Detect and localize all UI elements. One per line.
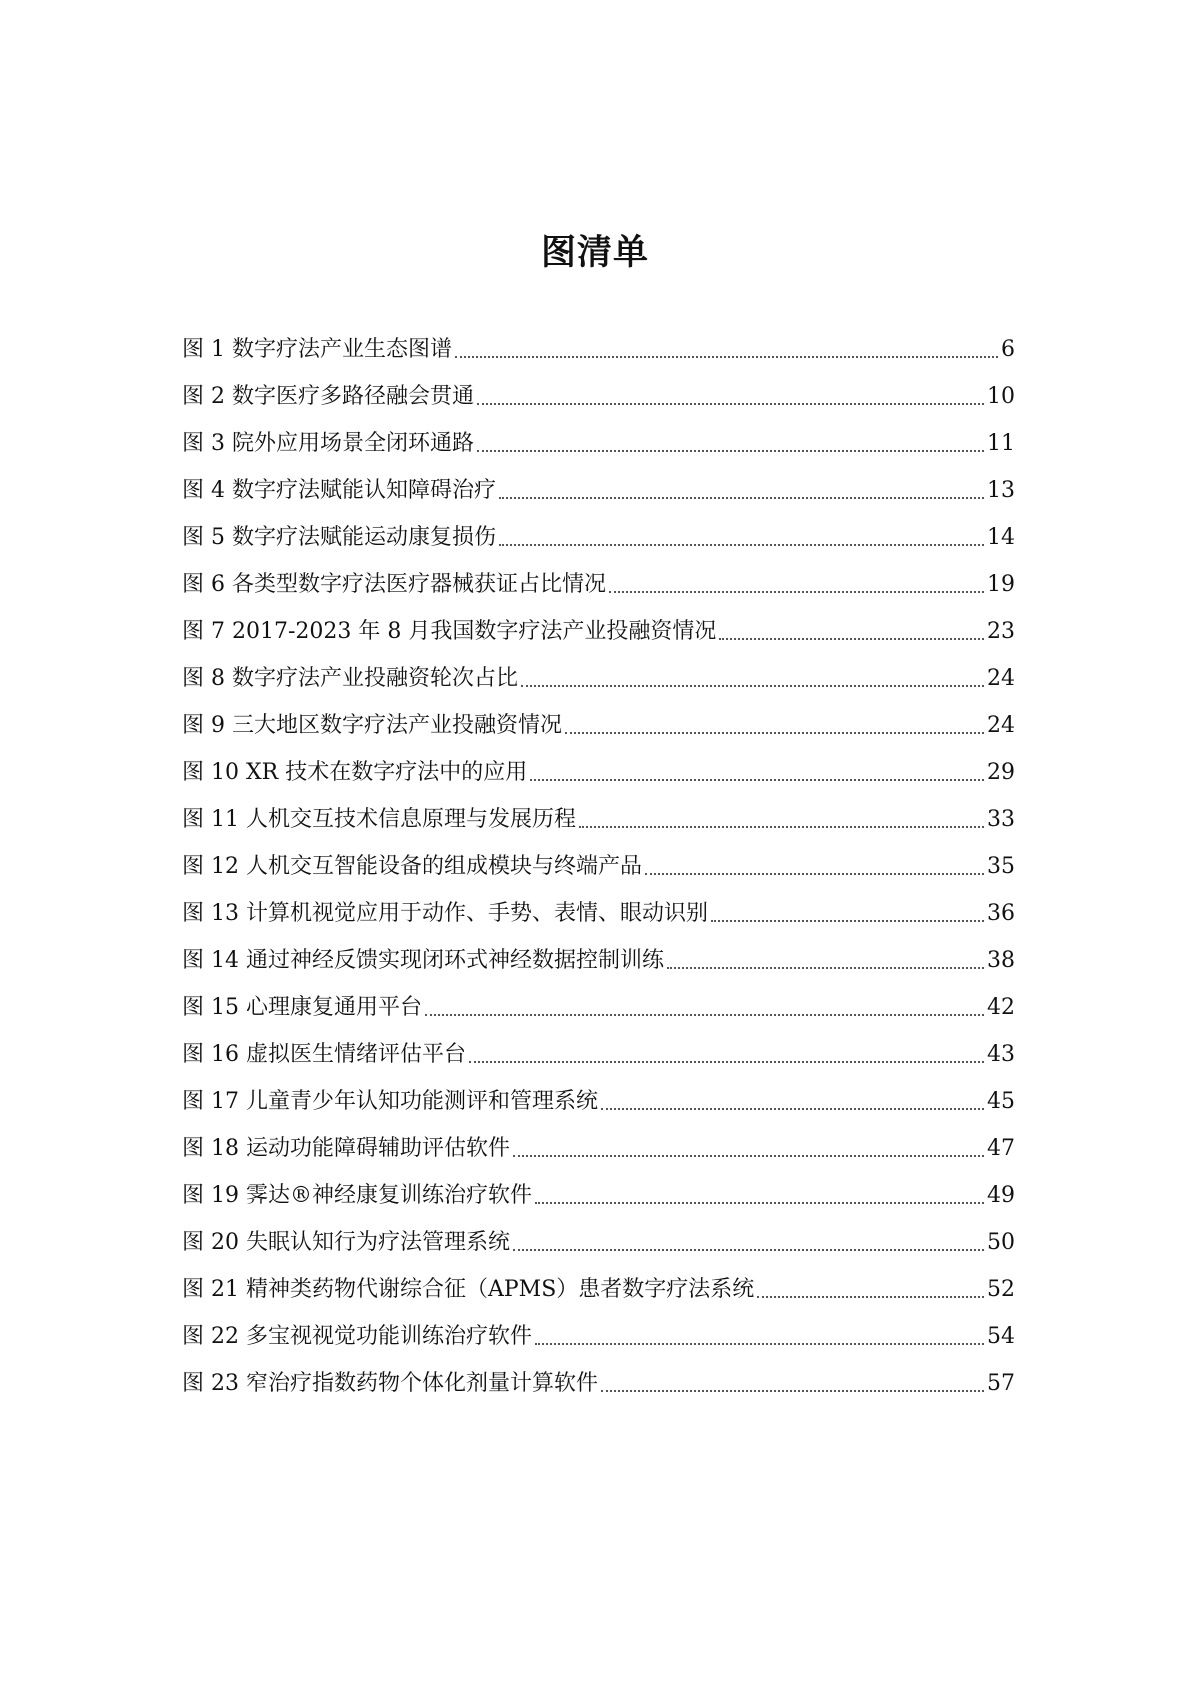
page-number: 23 [987,619,1015,644]
figure-caption: 图 8 数字疗法产业投融资轮次占比 [182,666,518,691]
figure-caption: 图 4 数字疗法赋能认知障碍治疗 [182,478,496,503]
dot-leader [477,403,984,405]
dot-leader [499,544,984,546]
dot-leader [535,1343,984,1345]
figure-list-entry[interactable] [182,1211,1015,1258]
figure-list-entry[interactable] [182,882,1015,929]
figure-caption: 图 20 失眠认知行为疗法管理系统 [182,1230,510,1255]
figure-caption: 图 10 XR 技术在数字疗法中的应用 [182,760,528,785]
dot-leader [565,732,984,734]
dot-leader [477,450,984,452]
figure-list [182,318,1015,1399]
figure-caption: 图 16 虚拟医生情绪评估平台 [182,1042,466,1067]
dot-leader [535,1202,984,1204]
page-number: 11 [987,431,1015,456]
page-number: 49 [987,1183,1015,1208]
figure-list-entry[interactable] [182,835,1015,882]
figure-list-entry[interactable] [182,929,1015,976]
page-number: 45 [987,1089,1015,1114]
page-number: 19 [987,572,1015,597]
dot-leader [579,826,984,828]
dot-leader [711,920,984,922]
dot-leader [719,638,984,640]
figure-list-entry[interactable] [182,1258,1015,1305]
figure-caption: 图 11 人机交互技术信息原理与发展历程 [182,807,576,832]
figure-list-entry[interactable] [182,647,1015,694]
page-number: 35 [987,854,1015,879]
page-title: 图清单 [540,233,649,273]
figure-caption: 图 3 院外应用场景全闭环通路 [182,431,474,456]
figure-list-entry[interactable] [182,365,1015,412]
figure-caption: 图 19 霁达®神经康复训练治疗软件 [182,1183,532,1208]
dot-leader [425,1014,984,1016]
page-number: 24 [987,713,1015,738]
page-number: 36 [987,901,1015,926]
figure-list-entry[interactable] [182,600,1015,647]
figure-caption: 图 1 数字疗法产业生态图谱 [182,337,452,362]
figure-list-entry[interactable] [182,1023,1015,1070]
figure-list-entry[interactable] [182,1164,1015,1211]
page-number: 57 [987,1371,1015,1396]
figure-caption: 图 6 各类型数字疗法医疗器械获证占比情况 [182,572,606,597]
page-number: 52 [987,1277,1015,1302]
figure-caption: 图 7 2017-2023 年 8 月我国数字疗法产业投融资情况 [182,619,717,644]
figure-caption: 图 5 数字疗法赋能运动康复损伤 [182,525,496,550]
page-number: 42 [987,995,1015,1020]
figure-caption: 图 2 数字医疗多路径融会贯通 [182,384,474,409]
dot-leader [530,779,984,781]
dot-leader [609,591,984,593]
figure-list-entry[interactable] [182,1352,1015,1399]
page-number: 6 [1001,337,1015,362]
page-number: 29 [987,760,1015,785]
figure-caption: 图 9 三大地区数字疗法产业投融资情况 [182,713,562,738]
figure-list-entry[interactable] [182,788,1015,835]
dot-leader [645,873,984,875]
page-number: 24 [987,666,1015,691]
page-number: 10 [987,384,1015,409]
dot-leader [601,1108,984,1110]
dot-leader [499,497,984,499]
figure-list-entry[interactable] [182,694,1015,741]
figure-list-entry[interactable] [182,553,1015,600]
page-number: 33 [987,807,1015,832]
page-number: 14 [987,525,1015,550]
dot-leader [513,1155,984,1157]
page-number: 38 [987,948,1015,973]
dot-leader [469,1061,984,1063]
figure-list-entry[interactable] [182,412,1015,459]
figure-list-entry[interactable] [182,459,1015,506]
figure-caption: 图 22 多宝视视觉功能训练治疗软件 [182,1324,532,1349]
figure-list-entry[interactable] [182,741,1015,788]
page-number: 50 [987,1230,1015,1255]
figure-caption: 图 15 心理康复通用平台 [182,995,422,1020]
page-number: 13 [987,478,1015,503]
dot-leader [757,1296,984,1298]
page-number: 43 [987,1042,1015,1067]
dot-leader [667,967,984,969]
figure-list-entry[interactable] [182,1117,1015,1164]
figure-list-entry[interactable] [182,976,1015,1023]
dot-leader [455,356,998,358]
figure-list-entry[interactable] [182,1305,1015,1352]
page-number: 47 [987,1136,1015,1161]
figure-caption: 图 21 精神类药物代谢综合征（APMS）患者数字疗法系统 [182,1277,755,1302]
figure-caption: 图 23 窄治疗指数药物个体化剂量计算软件 [182,1371,598,1396]
dot-leader [601,1390,984,1392]
page-number: 54 [987,1324,1015,1349]
figure-caption: 图 17 儿童青少年认知功能测评和管理系统 [182,1089,598,1114]
dot-leader [521,685,984,687]
figure-caption: 图 12 人机交互智能设备的组成模块与终端产品 [182,854,642,879]
figure-list-entry[interactable] [182,506,1015,553]
figure-caption: 图 14 通过神经反馈实现闭环式神经数据控制训练 [182,948,664,973]
figure-caption: 图 18 运动功能障碍辅助评估软件 [182,1136,510,1161]
figure-caption: 图 13 计算机视觉应用于动作、手势、表情、眼动识别 [182,901,708,926]
figure-list-entry[interactable] [182,1070,1015,1117]
figure-list-entry[interactable] [182,318,1015,365]
dot-leader [513,1249,984,1251]
